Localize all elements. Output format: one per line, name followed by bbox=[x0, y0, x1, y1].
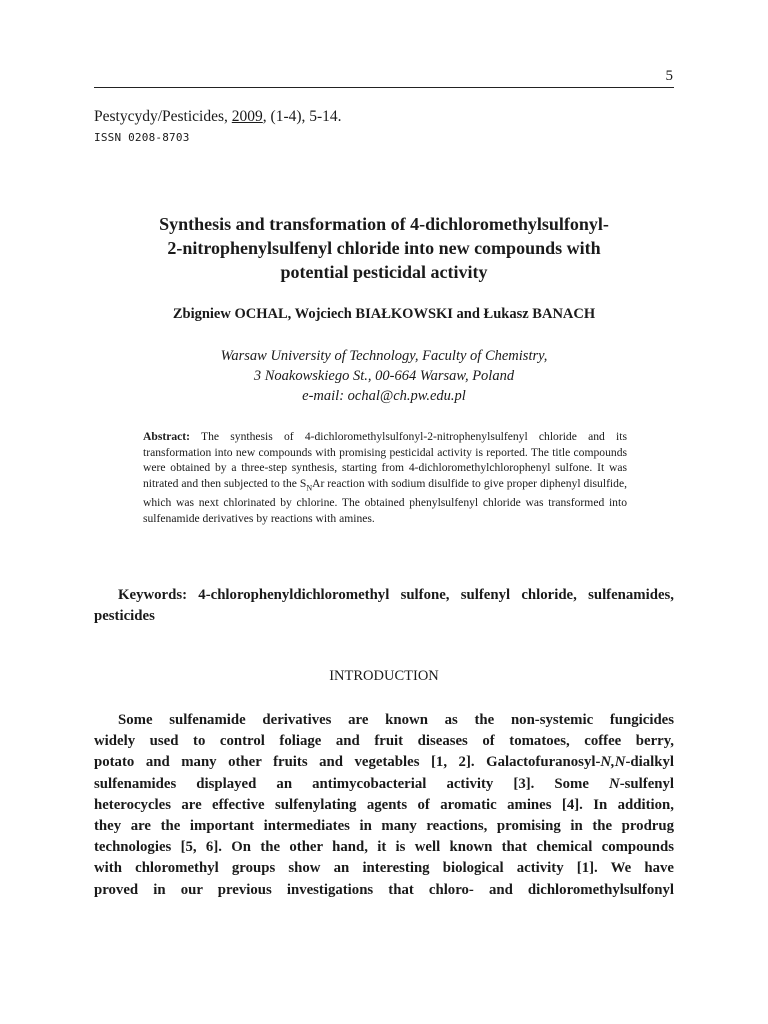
abstract-subscript: N bbox=[306, 482, 313, 492]
intro-line: widely used to control foliage and fruit diseases of tomatoes, coffee berry, bbox=[94, 733, 674, 750]
intro-line: proved in our previous investigations that chloro- and dichloromethylsulfonyl bbox=[94, 881, 674, 898]
journal-citation bbox=[94, 108, 342, 126]
affiliation-line: Warsaw University of Technology, Faculty of Chemistry, bbox=[220, 348, 548, 364]
intro-text: -dialkyl bbox=[625, 754, 674, 771]
intro-line bbox=[94, 752, 674, 773]
keywords-label: Keywords bbox=[118, 587, 183, 603]
intro-line: with chloromethyl groups show an interesting biological activity [1]. We have bbox=[94, 860, 674, 877]
keywords-text: : 4-chlorophenyldichloromethyl sulfone, sulfenyl chloride, sulfenamides, pesticides bbox=[94, 587, 674, 624]
journal-suffix: , (1-4), 5-14. bbox=[262, 108, 342, 125]
page-number: 5 bbox=[665, 68, 673, 84]
intro-line: they are the important intermediates in many reactions, promising in the prodrug bbox=[94, 818, 674, 835]
title-line: Synthesis and transformation of 4-dichloromethylsulfonyl- bbox=[159, 214, 609, 234]
intro-line bbox=[94, 774, 674, 795]
issn: ISSN 0208-8703 bbox=[94, 131, 190, 144]
intro-line: Some sulfenamide derivatives are known as the non-systemic fungicides bbox=[118, 712, 674, 728]
intro-text: sulfenamides displayed an antimycobacterial activity [3]. Some bbox=[94, 775, 610, 792]
journal-prefix: Pestycydy/Pesticides, bbox=[94, 108, 232, 125]
abstract bbox=[143, 429, 627, 526]
affiliation bbox=[94, 346, 674, 406]
title-line: potential pesticidal activity bbox=[280, 262, 488, 282]
intro-text: potato and many other fruits and vegetables [1, 2]. Galactofuranosyl- bbox=[94, 754, 601, 771]
paper-title bbox=[94, 212, 674, 284]
journal-year-link[interactable]: 2009 bbox=[231, 108, 263, 125]
affiliation-line: 3 Noakowskiego St., 00-664 Warsaw, Poland bbox=[253, 368, 515, 384]
intro-italic: N,N bbox=[600, 754, 626, 771]
keywords bbox=[94, 585, 674, 627]
introduction-body bbox=[94, 710, 674, 901]
abstract-text-cont: Ar reaction with sodium disulfide to give proper diphenyl disulfide, which was next chlorinated by chlorine. The obtained phenylsulfenyl chloride was transformed into sulfenamide derivatives by reactions with amines. bbox=[143, 476, 627, 525]
intro-line: heterocycles are effective sulfenylating agents of aromatic amines [4]. In addition, bbox=[94, 796, 674, 813]
header-rule bbox=[94, 87, 674, 88]
intro-text: -sulfenyl bbox=[619, 775, 674, 792]
abstract-label: Abstract: bbox=[143, 430, 191, 443]
email-link[interactable]: e-mail: ochal@ch.pw.edu.pl bbox=[302, 388, 466, 404]
abstract-text: The synthesis of 4-dichloromethylsulfonyl-2-nitrophenylsulfenyl chloride and its transformation into new compounds with promising pesticidal activity is reported. The title compounds were obtained by a three-step synthesis, starting from 4-dichloromethylchlorophenyl sulfone. It was nitrated and then subjected to the S bbox=[143, 430, 627, 490]
authors: Zbigniew OCHAL, Wojciech BIAŁKOWSKI and Łukasz BANACH bbox=[172, 306, 596, 322]
section-heading: INTRODUCTION bbox=[329, 668, 439, 684]
title-line: 2-nitrophenylsulfenyl chloride into new compounds with bbox=[167, 238, 601, 258]
intro-italic: N bbox=[609, 775, 620, 792]
intro-line: technologies [5, 6]. On the other hand, it is well known that chemical compounds bbox=[94, 839, 674, 856]
